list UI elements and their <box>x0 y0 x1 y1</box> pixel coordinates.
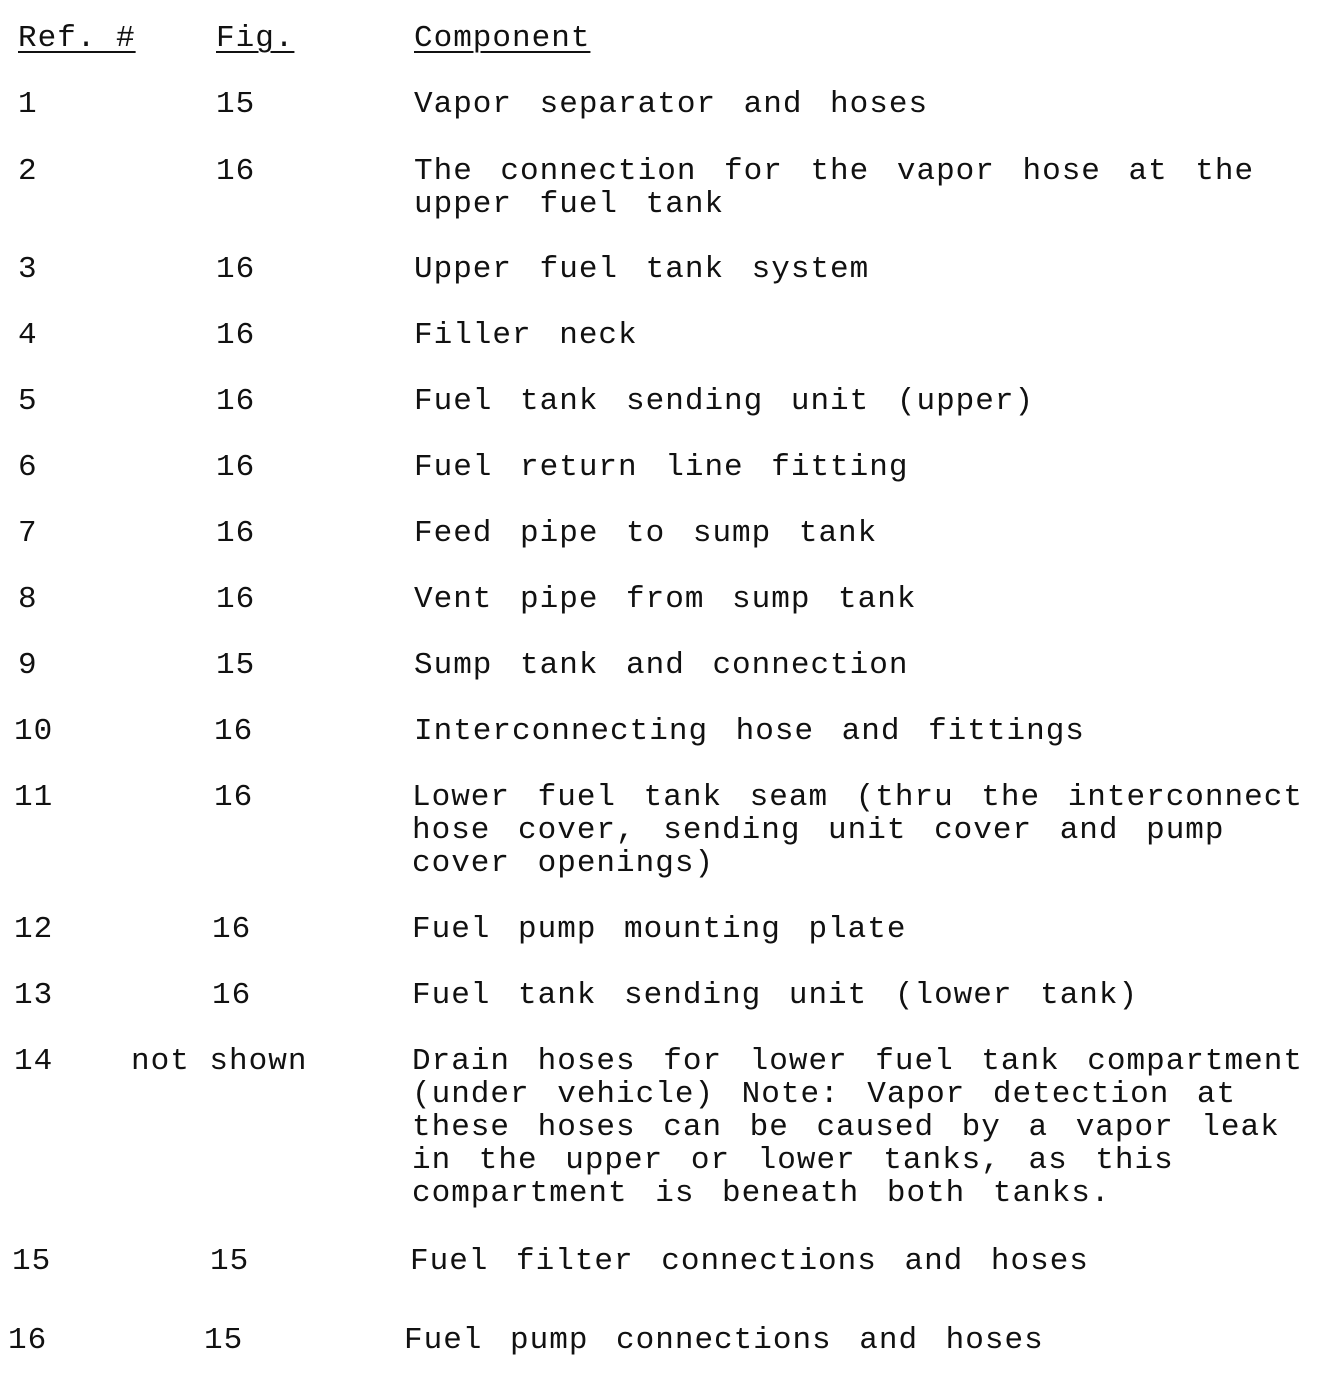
component-description-cell: Drain hoses for lower fuel tank compartment (under vehicle) Note: Vapor detection at these hoses can be caused by a vapor leak in the upper or lower tanks, as this compartment is beneath both tanks. <box>412 1044 1303 1211</box>
ref-number-cell: 3 <box>18 252 38 287</box>
component-description-cell: Vapor separator and hoses <box>414 87 929 122</box>
component-description-cell: Fuel pump mounting plate <box>412 912 907 947</box>
ref-number-cell: 11 <box>14 780 54 815</box>
component-description-cell: Filler neck <box>414 318 638 353</box>
figure-number-cell: 16 <box>212 978 252 1013</box>
ref-number-cell: 15 <box>12 1244 52 1279</box>
figure-number-cell: 16 <box>212 912 252 947</box>
figure-number-cell: 15 <box>216 87 256 122</box>
figure-number-cell: 16 <box>216 516 256 551</box>
figure-number-cell: 16 <box>216 582 256 617</box>
component-description-cell: The connection for the vapor hose at the upper fuel tank <box>414 154 1255 222</box>
component-description-cell: Fuel tank sending unit (upper) <box>414 384 1035 419</box>
ref-number-cell: 4 <box>18 318 38 353</box>
ref-number-cell: 8 <box>18 582 38 617</box>
figure-number-cell: 16 <box>216 318 256 353</box>
ref-number-cell: 14 <box>14 1044 54 1079</box>
ref-number-cell: 16 <box>8 1323 48 1358</box>
ref-number-cell: 9 <box>18 648 38 683</box>
ref-number-cell: 12 <box>14 912 54 947</box>
figure-number-cell: 16 <box>214 714 254 749</box>
ref-number-cell: 10 <box>14 714 54 749</box>
component-description-cell: Fuel return line fitting <box>414 450 909 485</box>
ref-number-cell: 7 <box>18 516 38 551</box>
ref-number-cell: 5 <box>18 384 38 419</box>
component-description-cell: Feed pipe to sump tank <box>414 516 878 551</box>
component-description-cell: Sump tank and connection <box>414 648 909 683</box>
component-description-cell: Interconnecting hose and fittings <box>414 714 1085 749</box>
figure-number-cell: 15 <box>210 1244 250 1279</box>
component-description-cell: Fuel pump connections and hoses <box>404 1323 1044 1358</box>
fig-column-header: Fig. <box>216 21 295 56</box>
ref-number-cell: 2 <box>18 154 38 189</box>
component-description-cell: Vent pipe from sump tank <box>414 582 917 617</box>
ref-column-header: Ref. # <box>18 21 136 56</box>
ref-number-cell: 13 <box>14 978 54 1013</box>
figure-number-cell: 16 <box>216 384 256 419</box>
figure-number-cell: 16 <box>216 450 256 485</box>
ref-number-cell: 6 <box>18 450 38 485</box>
component-description-cell: Fuel filter connections and hoses <box>410 1244 1089 1279</box>
component-description-cell: Fuel tank sending unit (lower tank) <box>412 978 1139 1013</box>
component-description-cell: Upper fuel tank system <box>414 252 870 287</box>
figure-number-cell: 15 <box>216 648 256 683</box>
figure-number-cell: not shown <box>131 1044 308 1079</box>
component-description-cell: Lower fuel tank seam (thru the interconnect hose cover, sending unit cover and pump cover openings) <box>412 780 1303 881</box>
figure-number-cell: 16 <box>216 154 256 189</box>
figure-number-cell: 15 <box>204 1323 244 1358</box>
figure-number-cell: 16 <box>214 780 254 815</box>
ref-number-cell: 1 <box>18 87 38 122</box>
figure-number-cell: 16 <box>216 252 256 287</box>
component-column-header: Component <box>414 21 591 56</box>
